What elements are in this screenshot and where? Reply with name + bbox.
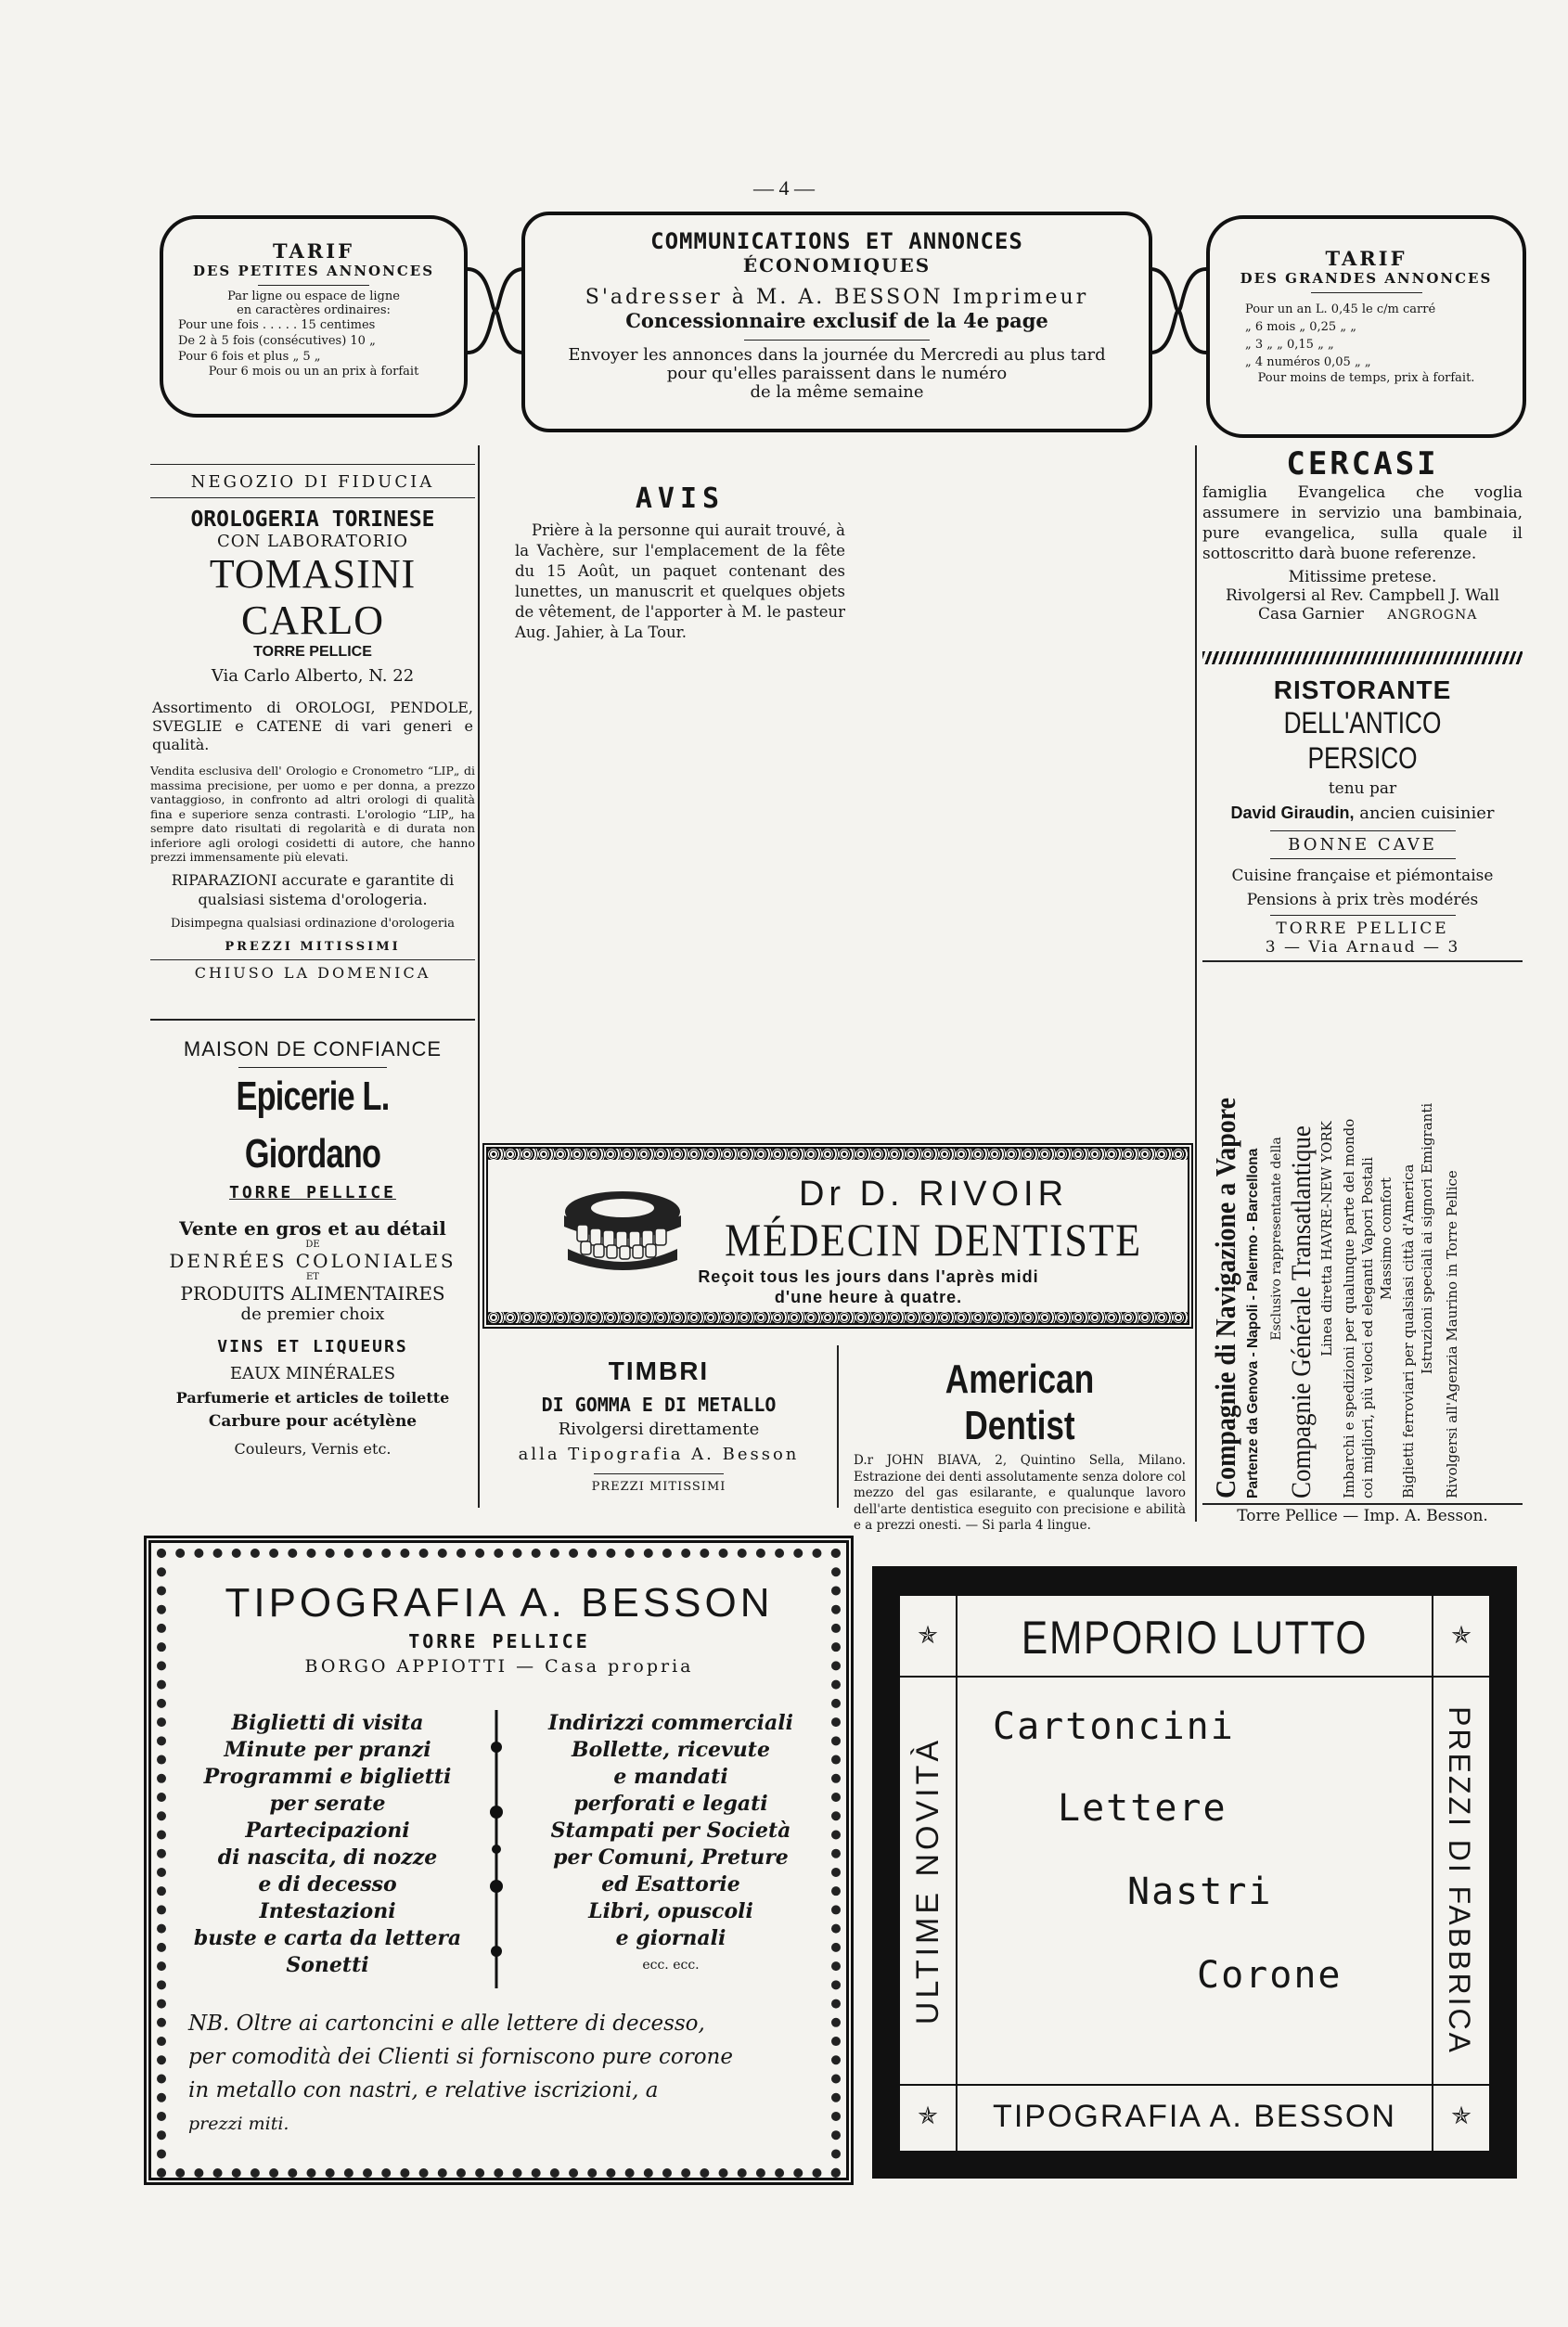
ristorante-name: DELL'ANTICO PERSICO	[1283, 706, 1442, 775]
ristorante-bottom-rule	[1202, 960, 1523, 962]
orologeria-subtitle: CON LABORATORIO	[216, 532, 409, 551]
timbri-title: TIMBRI	[608, 1356, 710, 1385]
ornamental-column-icon	[487, 1710, 506, 1988]
compagnie-line3: Esclusivo rappresentante della	[1269, 1137, 1284, 1341]
tipografia-left-item: Minute per pranzi	[224, 1738, 431, 1762]
ristorante-pensions: Pensions à prix très modérés	[1246, 891, 1479, 909]
tarif-small-row: Pour 6 fois et plus „ 5 „	[178, 350, 321, 364]
compagnie-ad	[1202, 970, 1523, 1508]
tipografia-right-item: e mandati	[613, 1765, 728, 1789]
tarif-large-row: „ 6 mois „ 0,25 „ „	[1245, 320, 1356, 334]
emporio-right-vertical	[1437, 1678, 1482, 2084]
giordano-line1: Vente en gros et au détail	[179, 1217, 446, 1240]
ristorante-tenu: tenu par	[1328, 779, 1397, 798]
cercasi-title: CERCASI	[1286, 445, 1439, 482]
rivoir-border-bottom	[488, 1312, 1188, 1323]
tipografia-ad	[144, 1536, 854, 2185]
rivoir-line2: d'une heure à quatre.	[774, 1288, 963, 1306]
tipografia-right-list	[518, 1710, 824, 1979]
tarif-large-footer: Pour moins de temps, prix à forfait.	[1257, 371, 1475, 385]
column-rule-left	[478, 445, 480, 1508]
cercasi-text: famiglia Evangelica che voglia assumere in servizio una bambinaia, pure evangelica, sulla quale il sottoscritto darà buone referenze.	[1202, 483, 1523, 563]
compagnie-line10: Istruzioni speciali ai signori Emigranti	[1419, 1102, 1435, 1375]
orologeria-riparazioni: RIPARAZIONI accurate e garantite di qualsiasi sistema d'orologeria.	[171, 870, 455, 908]
tipografia-town: TORRE PELLICE	[408, 1630, 590, 1652]
giordano-line3: DENRÉES COLONIALES	[169, 1250, 456, 1272]
tipografia-left-item: per serate	[269, 1792, 386, 1816]
rivoir-ad	[482, 1143, 1193, 1329]
tipografia-left-list	[179, 1710, 476, 1979]
american-title: American Dentist	[945, 1356, 1095, 1448]
giordano-line6: de premier choix	[240, 1305, 385, 1324]
orologeria-vendita: Vendita esclusiva dell' Orologio e Cronometro “LIP„ di massima precisione, per uomo e per donna, a prezzo vantaggioso, in confronto ad altri orologi di qualità fina e superiore senza contrasti. L'orologio “LIP„ ha sempre dato risultati di regolarità e di durata non inferiore agli orologi cosidetti di autore, che hanno prezzi immensamente più elevati.	[150, 764, 475, 864]
emporio-item: Nastri	[1127, 1871, 1273, 1913]
tipografia-right-item: ed Esattorie	[601, 1872, 740, 1896]
tarif-large-row: „ 3 „ „ 0,15 „ „	[1245, 338, 1334, 352]
rivoir-line1: Reçoit tous les jours dans l'après midi	[698, 1267, 1039, 1286]
giordano-town: TORRE PELLICE	[229, 1183, 396, 1202]
tipografia-address: BORGO APPIOTTI — Casa propria	[304, 1656, 694, 1677]
communications-line3: Envoyer les annonces dans la journée du Mercredi au plus tard	[568, 345, 1106, 365]
page-number: — 4 —	[753, 176, 815, 199]
compagnie-line1: Compagnie di Navigazione a Vapore	[1209, 1098, 1241, 1498]
ristorante-owner-role: ancien cuisinier	[1359, 804, 1495, 823]
dentures-icon	[553, 1184, 692, 1277]
giordano-line10: Carbure pour acétylène	[208, 1412, 418, 1431]
giordano-line11: Couleurs, Vernis etc.	[234, 1440, 392, 1458]
avis-ad	[515, 482, 845, 643]
emporio-item: Cartoncini	[993, 1705, 1235, 1748]
tipografia-right-item: e giornali	[615, 1926, 726, 1950]
orologeria-town: TORRE PELLICE	[253, 644, 372, 660]
tarif-small-subtitle: DES PETITES ANNONCES	[192, 263, 435, 279]
communications-box	[521, 212, 1152, 432]
tipografia-left-item: Biglietti di visita	[231, 1711, 424, 1735]
communications-line4: pour qu'elles paraissent dans le numéro	[666, 364, 1008, 383]
scroll-connector-left	[468, 260, 523, 362]
giordano-line7: VINS ET LIQUEURS	[217, 1337, 408, 1356]
tarif-small-row: De 2 à 5 fois (consécutives) 10 „	[178, 334, 376, 348]
emporio-item: Corone	[1197, 1954, 1343, 1997]
tipografia-left-item: Intestazioni	[259, 1899, 396, 1923]
avis-text: Prière à la personne qui aurait trouvé, à la Vachère, sur l'emplacement de la fête du 15 Août, un paquet contenant des lunettes, un manuscrit et quelques objets de vêtement, de l'apporter à M. le pasteur Aug. Jahier, à La Tour.	[515, 521, 845, 641]
compagnie-line2: Partenze da Genova - Napoli - Palermo - Barcellona	[1245, 1148, 1261, 1498]
tarif-large-box	[1206, 215, 1526, 438]
emporio-item: Lettere	[1058, 1787, 1227, 1830]
ristorante-cuisine: Cuisine française et piémontaise	[1231, 867, 1494, 885]
emporio-title: EMPORIO LUTTO	[1021, 1612, 1369, 1664]
compagnie-footer: Torre Pellice — Imp. A. Besson.	[1237, 1507, 1488, 1525]
american-dentist-ad	[854, 1356, 1186, 1535]
tarif-small-row: Pour une fois . . . . . 15 centimes	[178, 318, 376, 332]
ristorante-ad	[1202, 675, 1523, 957]
tipografia-title: TIPOGRAFIA A. BESSON	[225, 1580, 774, 1626]
tarif-small-line1: Par ligne ou espace de ligne	[227, 289, 400, 303]
tarif-small-title: TARIF	[273, 239, 354, 263]
giordano-line2: DE	[305, 1240, 320, 1250]
communications-line2: Concessionnaire exclusif de la 4e page	[625, 309, 1048, 332]
cercasi-contact3: ANGROGNA	[1387, 608, 1478, 623]
tipografia-nb-line: per comodità dei Clienti si forniscono pure corone	[188, 2045, 733, 2069]
column-rule-right	[1195, 445, 1197, 1522]
tipografia-nb-line: in metallo con nastri, e relative iscrizioni, a	[188, 2078, 659, 2102]
emporio-right: PREZZI DI FABBRICA	[1443, 1706, 1476, 2055]
tipografia-left-item: Sonetti	[286, 1953, 369, 1977]
communications-title: COMMUNICATIONS ET ANNONCES	[650, 228, 1023, 254]
tarif-large-subtitle: DES GRANDES ANNONCES	[1240, 270, 1493, 287]
star-icon: ✯	[1451, 2102, 1472, 2130]
cercasi-contact1: Rivolgersi al Rev. Campbell J. Wall	[1225, 586, 1500, 605]
cercasi-contact2: Casa Garnier	[1258, 605, 1364, 624]
rivoir-name: Dr D. RIVOIR	[798, 1175, 1069, 1214]
communications-line1: S'adresser à M. A. BESSON Imprimeur	[585, 286, 1089, 309]
star-icon: ✯	[918, 2102, 938, 2130]
compagnie-line8: Massimo comfort	[1378, 1177, 1394, 1300]
orologeria-title: OROLOGERIA TORINESE	[190, 508, 435, 532]
tipografia-right-item: ecc. ecc.	[642, 1958, 700, 1973]
tipografia-nb-line: NB. Oltre ai cartoncini e alle lettere di decesso,	[188, 2012, 705, 2036]
communications-line5: de la même semaine	[750, 382, 924, 402]
timbri-divider	[837, 1345, 839, 1508]
compagnie-line4: Compagnie Générale Transatlantique	[1286, 1125, 1317, 1498]
timbri-subtitle: DI GOMMA E DI METALLO	[541, 1394, 777, 1416]
emporio-left-vertical	[906, 1678, 950, 2084]
tipografia-nb-line: prezzi miti.	[188, 2114, 289, 2134]
communications-subtitle: ÉCONOMIQUES	[742, 254, 932, 276]
emporio-left: ULTIME NOVITÀ	[910, 1736, 945, 2025]
giordano-line5: PRODUITS ALIMENTAIRES	[180, 1282, 445, 1305]
tipografia-left-item: buste e carta da lettera	[193, 1926, 462, 1950]
rivoir-title: MÉDECIN DENTISTE	[725, 1214, 1142, 1266]
tipografia-left-item: Programmi e biglietti	[203, 1765, 452, 1789]
cercasi-pretese: Mitissime pretese.	[1288, 568, 1437, 586]
star-icon: ✯	[1451, 1622, 1472, 1650]
tipografia-right-item: Stampati per Società	[550, 1819, 791, 1843]
scroll-connector-right	[1150, 260, 1206, 362]
orologeria-bottom-rule	[150, 1019, 475, 1021]
compagnie-line6: Imbarchi e spedizioni per qualunque parte del mondo	[1341, 1118, 1357, 1498]
tipografia-left-item: e di decesso	[258, 1872, 397, 1896]
compagnie-line5: Linea diretta HAVRE-NEW YORK	[1318, 1121, 1335, 1356]
orologeria-header: NEGOZIO DI FIDUCIA	[190, 472, 435, 492]
american-text: D.r JOHN BIAVA, 2, Quintino Sella, Milano. Estrazione dei denti assolutamente senza dolore col mezzo del gas esilarante, e qualunque lavoro dell'arte dentistica eseguito con precisione e abilità e a prezzi onesti. — Si parla 4 lingue.	[854, 1453, 1186, 1533]
tipografia-right-item: Libri, opuscoli	[588, 1899, 753, 1923]
timbri-line2: alla Tipografia A. Besson	[518, 1445, 800, 1464]
orologeria-chiuso: CHIUSO LA DOMENICA	[194, 963, 431, 982]
timbri-line3: PREZZI MITISSIMI	[591, 1480, 726, 1494]
compagnie-line9: Biglietti ferroviari per qualsiasi città d'America	[1400, 1164, 1417, 1498]
avis-title: AVIS	[635, 482, 726, 515]
giordano-line8: EAUX MINÉRALES	[229, 1364, 396, 1383]
tipografia-right-item: perforati e legati	[573, 1792, 768, 1816]
tarif-large-row: Pour un an L. 0,45 le c/m carré	[1245, 302, 1436, 316]
ristorante-cave: BONNE CAVE	[1288, 835, 1437, 855]
star-icon: ✯	[918, 1622, 938, 1650]
tipografia-left-item: di nascita, di nozze	[217, 1845, 438, 1870]
tipografia-left-item: Partecipazioni	[245, 1819, 410, 1843]
tarif-large-title: TARIF	[1325, 247, 1407, 270]
decorative-divider	[1202, 651, 1523, 664]
emporio-inner	[900, 1594, 1489, 2151]
tarif-small-box	[160, 215, 468, 418]
tipografia-nb	[188, 2007, 819, 2141]
ristorante-town: TORRE PELLICE	[1276, 919, 1449, 938]
tarif-small-footer: Pour 6 mois ou un an prix à forfait	[208, 365, 419, 379]
giordano-title: Epicerie L. Giordano	[236, 1074, 390, 1176]
giordano-ad	[150, 1037, 475, 1501]
emporio-ad	[872, 1566, 1517, 2179]
tarif-large-row: „ 4 numéros 0,05 „ „	[1245, 355, 1371, 369]
ristorante-title: RISTORANTE	[1273, 675, 1452, 704]
tipografia-right-item: Bollette, ricevute	[572, 1738, 770, 1762]
tipografia-right-item: per Comuni, Preture	[553, 1845, 789, 1870]
orologeria-assortimento: Assortimento di OROLOGI, PENDOLE, SVEGLIE e CATENE di vari generi e qualità.	[152, 699, 473, 753]
ristorante-street: 3 — Via Arnaud — 3	[1265, 938, 1460, 957]
giordano-header: MAISON DE CONFIANCE	[183, 1037, 443, 1061]
giordano-line9: Parfumerie et articles de toilette	[175, 1389, 450, 1407]
cercasi-ad	[1202, 445, 1523, 624]
rivoir-border-top	[488, 1149, 1188, 1160]
orologeria-address: Via Carlo Alberto, N. 22	[211, 666, 415, 686]
tipografia-right-item: Indirizzi commerciali	[548, 1711, 793, 1735]
compagnie-line11: Rivolgersi all'Agenzia Maurino in Torre Pellice	[1444, 1170, 1460, 1498]
tarif-small-line2: en caractères ordinaires:	[237, 303, 391, 317]
orologeria-disimpegna: Disimpegna qualsiasi ordinazione d'orologeria	[170, 916, 456, 931]
orologeria-name: TOMASINI CARLO	[209, 551, 417, 643]
orologeria-ad	[150, 464, 475, 1016]
orologeria-prezzi: PREZZI MITISSIMI	[225, 939, 401, 954]
ristorante-owner: David Giraudin,	[1230, 804, 1355, 822]
timbri-line1: Rivolgersi direttamente	[558, 1420, 760, 1439]
timbri-ad	[482, 1356, 835, 1494]
compagnie-line7: coi migliori, più veloci ed eleganti Vapori Postali	[1359, 1157, 1376, 1498]
emporio-footer: TIPOGRAFIA A. BESSON	[993, 2099, 1396, 2134]
giordano-line4: ET	[306, 1272, 319, 1282]
compagnie-bottom-rule	[1202, 1503, 1523, 1505]
